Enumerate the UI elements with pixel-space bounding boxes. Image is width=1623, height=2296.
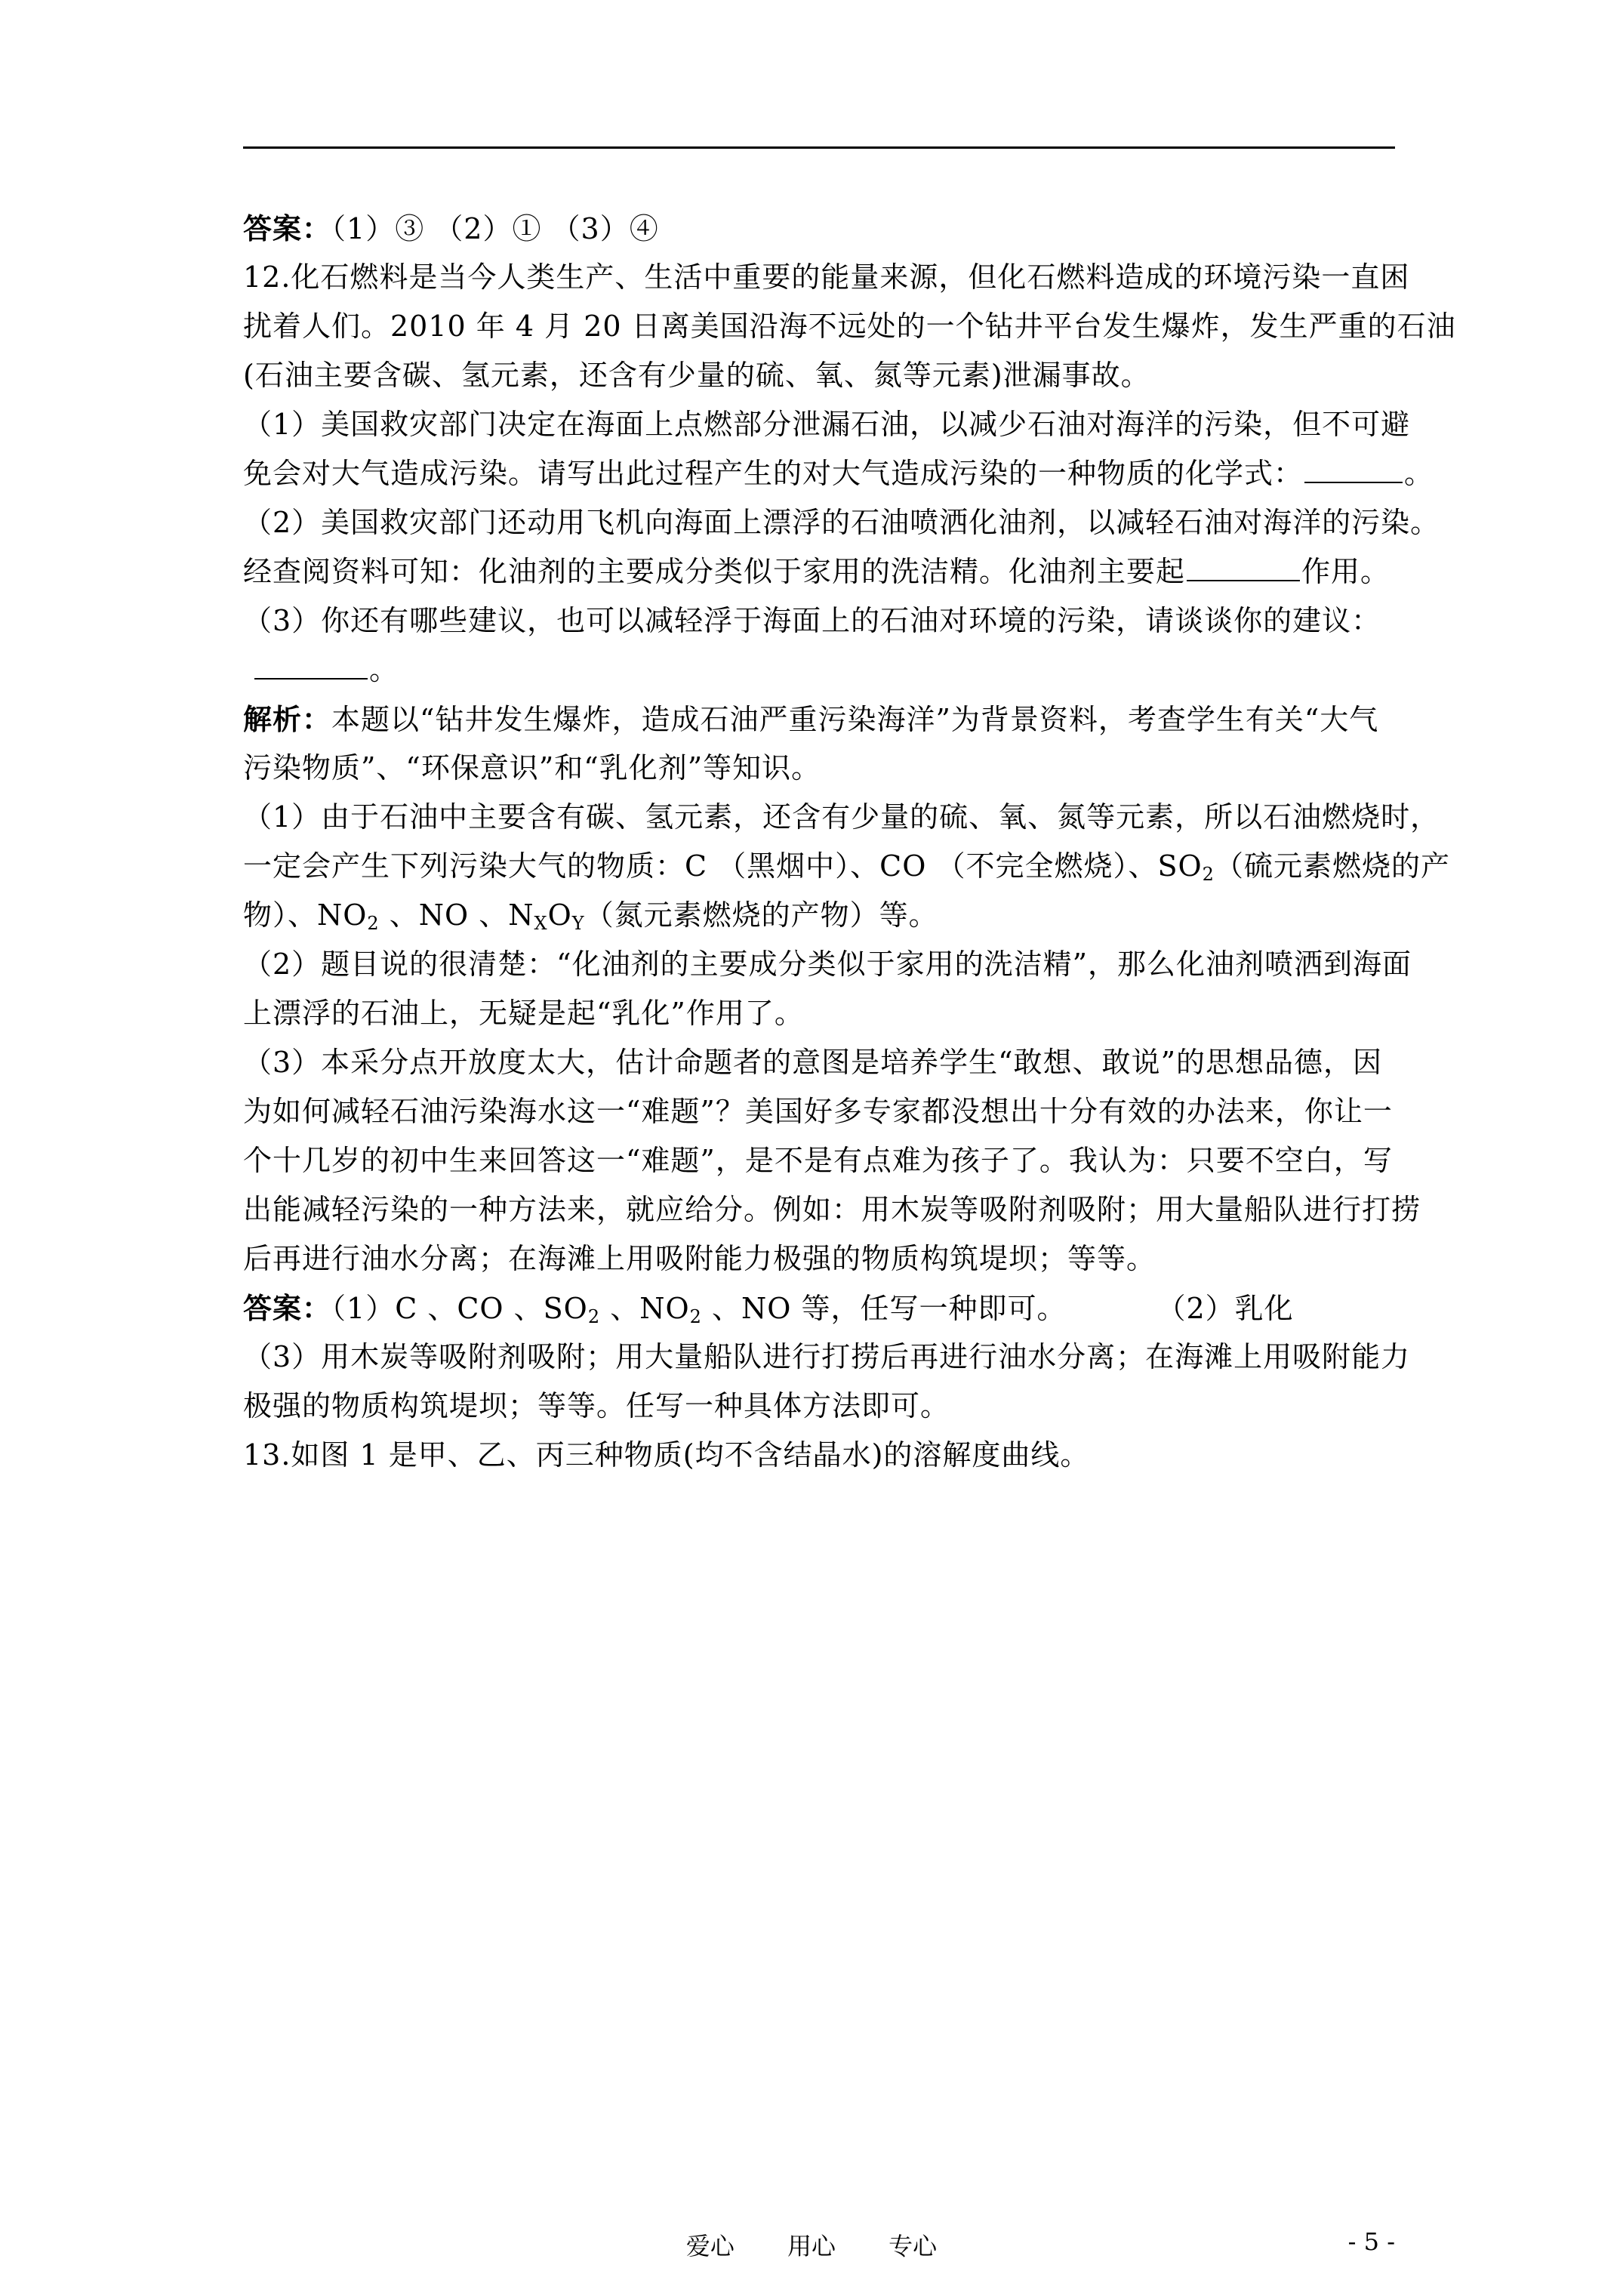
- q12-part3-line: （3）你还有哪些建议，也可以减轻浮于海面上的石油对环境的污染，请谈谈你的建议：: [243, 604, 1381, 637]
- answer-q12-line: （3）用木炭等吸附剂吸附；用大量船队进行打捞后再进行油水分离；在海滩上用吸附能力: [243, 1340, 1411, 1373]
- analysis-1-text: O: [547, 898, 572, 932]
- q12-part2-line: （2）美国救灾部门还动用飞机向海面上漂浮的石油喷洒化油剂，以减轻石油对海洋的污染。: [243, 506, 1440, 539]
- analysis-2-line: 上漂浮的石油上，无疑是起“乳化”作用了。: [243, 997, 804, 1030]
- analysis-intro-line: 污染物质”、“环保意识”和“乳化剂”等知识。: [243, 751, 821, 784]
- q12-stem-line: 12.化石燃料是当今人类生产、生活中重要的能量来源，但化石燃料造成的环境污染一直困: [243, 260, 1410, 294]
- analysis-intro-line: [243, 695, 1395, 744]
- analysis-2-line: （2）题目说的很清楚：“化油剂的主要成分类似于家用的洗洁精”，那么化油剂喷洒到海面: [243, 948, 1412, 981]
- analysis-label: 解析：: [243, 702, 332, 736]
- subscript: 2: [367, 913, 380, 934]
- answer-text: （1）C 、CO 、SO: [331, 1292, 588, 1325]
- subscript: 2: [1202, 864, 1215, 885]
- analysis-3-line: （3）本采分点开放度太大，估计命题者的意图是培养学生“敢想、敢说”的思想品德，因: [243, 1046, 1383, 1079]
- q12-part1-text: 免会对大气造成污染。请写出此过程产生的对大气造成污染的一种物质的化学式：: [243, 457, 1304, 490]
- answer-blank[interactable]: [1187, 548, 1300, 581]
- answer-label: 答案：: [243, 1291, 332, 1325]
- analysis-1-text: 物）、NO: [243, 898, 368, 932]
- analysis-1-text: （氮元素燃烧的产物）等。: [584, 898, 938, 932]
- analysis-3-line: 为如何减轻石油污染海水这一“难题”？美国好多专家都没想出十分有效的办法来，你让一: [243, 1095, 1393, 1128]
- q12-part1-line: [243, 449, 1434, 498]
- footer-motto: 爱心 用心 专心: [685, 2232, 938, 2261]
- answer-q12-line: 极强的物质构筑堤坝；等等。任写一种具体方法即可。: [243, 1389, 950, 1422]
- answer-q12-line: [243, 1284, 1395, 1333]
- subscript: Y: [571, 913, 585, 934]
- answer-text: 、NO: [600, 1292, 690, 1325]
- header-rule: [243, 146, 1395, 149]
- q12-part2-line: [243, 547, 1395, 596]
- punctuation: 。: [1404, 457, 1434, 490]
- page-body: [243, 204, 1456, 1480]
- q13-stem: 13.如图 1 是甲、乙、丙三种物质(均不含结晶水)的溶解度曲线。: [243, 1438, 1090, 1472]
- answer-text: （2）乳化: [1156, 1292, 1294, 1325]
- answer-blank[interactable]: [1304, 450, 1403, 483]
- analysis-1-text: 一定会产生下列污染大气的物质：C （黑烟中）、CO （不完全燃烧）、SO: [243, 849, 1203, 883]
- subscript: 2: [587, 1306, 601, 1327]
- q12-stem-line: (石油主要含碳、氢元素，还含有少量的硫、氧、氮等元素)泄漏事故。: [243, 359, 1150, 392]
- q12-stem-line: 扰着人们。2010 年 4 月 20 日离美国沿海不远处的一个钻井平台发生爆炸，发生严重的石油: [243, 310, 1456, 343]
- q12-part3-line: [243, 646, 1395, 695]
- analysis-1-text: 、NO 、N: [379, 898, 534, 932]
- analysis-1-text: （硫元素燃烧的产: [1214, 849, 1450, 883]
- q12-part2-text-end: 作用。: [1301, 555, 1390, 588]
- q12-part2-text: 经查阅资料可知：化油剂的主要成分类似于家用的洗洁精。化油剂主要起: [243, 555, 1186, 588]
- punctuation: 。: [369, 653, 399, 686]
- subscript: X: [534, 913, 548, 934]
- subscript: 2: [689, 1306, 702, 1327]
- answer-label: 答案：: [243, 211, 332, 245]
- analysis-1-line: （1）由于石油中主要含有碳、氢元素，还含有少量的硫、氧、氮等元素，所以石油燃烧时，: [243, 800, 1440, 834]
- analysis-1-line: [243, 891, 1395, 940]
- answer-text: （1）③ （2）① （3）④: [331, 212, 659, 245]
- analysis-intro-text: 本题以“钻井发生爆炸，造成石油严重污染海洋”为背景资料，考查学生有关“大气: [331, 703, 1379, 736]
- answer-text: 、NO 等，任写一种即可。: [701, 1292, 1067, 1325]
- analysis-3-line: 个十几岁的初中生来回答这一“难题”，是不是有点难为孩子了。我认为：只要不空白，写: [243, 1144, 1393, 1177]
- page-number: - 5 -: [1347, 2227, 1395, 2256]
- q12-part1-line: （1）美国救灾部门决定在海面上点燃部分泄漏石油，以减少石油对海洋的污染，但不可避: [243, 408, 1411, 441]
- analysis-1-line: [243, 842, 1450, 891]
- answer-blank[interactable]: [254, 646, 368, 680]
- answer-q11: [243, 204, 1395, 253]
- analysis-3-line: 出能减轻污染的一种方法来，就应给分。例如：用木炭等吸附剂吸附；用大量船队进行打捞: [243, 1193, 1421, 1226]
- analysis-3-line: 后再进行油水分离；在海滩上用吸附能力极强的物质构筑堤坝；等等。: [243, 1242, 1156, 1275]
